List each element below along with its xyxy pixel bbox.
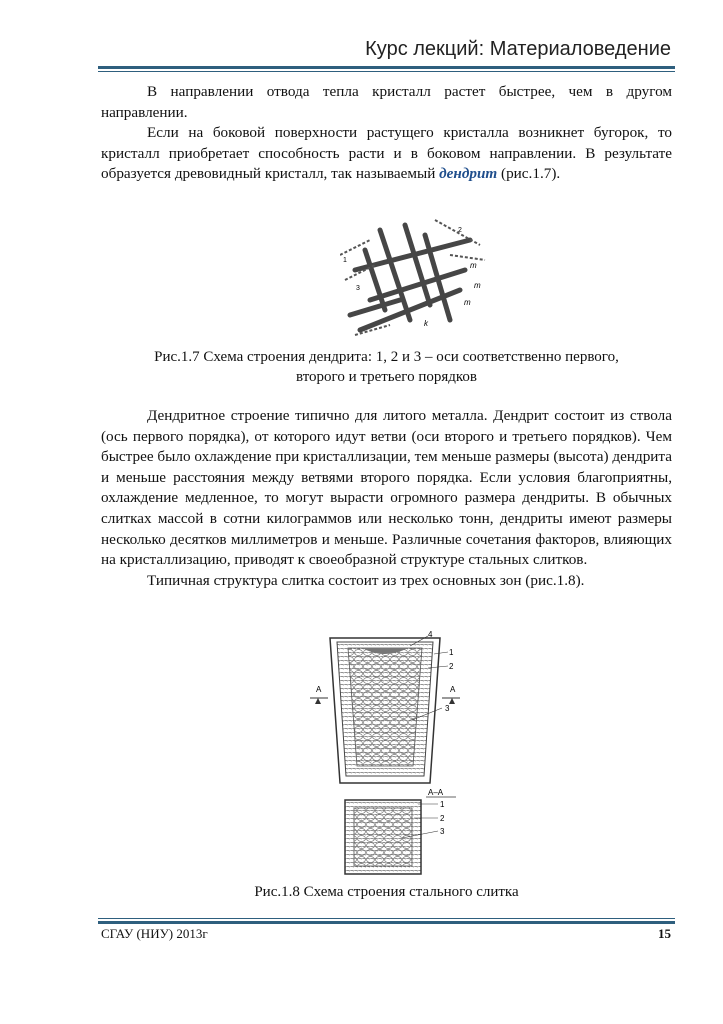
ingot-equiaxed-zone [348,648,422,766]
paragraph-dendrite-text: Если на боковой поверхности растущего кристалла возникнет бугорок, то кристалл приобретает способность расти и в боковом направлении. В результате образуется древовидный кристалл, так называемый [101,124,672,183]
section-arrow-right-label: A [450,685,456,694]
dendrite-label-m1: m [470,261,477,270]
header-rule [98,66,675,69]
paragraph-dendritic-structure: Дендритное строение типично для литого металла. Дендрит состоит из ствола (ось первого порядка), от которого идут ветви (оси второго и третьего порядков). Чем быстрее было охлаждение при кристаллизации, тем меньше размеры (высота) дендрита и меньше расстояния между ветвями второго порядка. Если условия благоприятны, охлаждение медленное, то могут вырасти огромного размера дендриты. В обычных слитках массой в сотни килограммов или несколько тонн, дендриты имеют размеры несколько десятков миллиметров и меньше. Различные сочетания факторов, влияющих на кристаллизацию, приводят к своеобразной структуре стальных слитков. [101,407,672,569]
page-number: 15 [658,926,671,941]
running-header-title: Курс лекций: Материаловедение [365,38,671,60]
paragraph-dendrite-ref: (рис.1.7). [497,165,561,183]
footer-institution: СГАУ (НИУ) 2013г [101,926,208,941]
term-dendrit: дендрит [439,165,498,183]
dendrite-label-2: 2 [458,227,462,234]
dendrite-label-1: 1 [343,257,347,264]
paragraph-ingot-zones: Типичная структура слитка состоит из трех основных зон (рис.1.8). [147,571,585,589]
paragraph-dendrite-intro [101,123,672,185]
footer-rule [98,921,675,924]
ingot-label-2: 2 [449,662,454,671]
figure-1-7-caption [101,347,672,387]
cross-section-label-1: 1 [440,800,445,809]
figure-1-8-caption: Рис.1.8 Схема строения стального слитка [254,884,519,900]
dendrite-label-m2: m [474,281,481,290]
section-arrow-left-label: A [316,685,322,694]
ingot-label-1: 1 [449,648,454,657]
paragraph-heat-direction: В направлении отвода тепла кристалл растет быстрее, чем в другом направлении. [101,83,672,121]
dendrite-label-m3: m [464,298,471,307]
footer-rule-thin [98,918,675,919]
figure-1-7-caption-line2: второго и третьего порядков [295,369,478,385]
text-block-structure [101,406,672,591]
ingot-cross-section [330,786,460,878]
header-rule-thin [98,71,675,72]
section-arrow-right-icon [449,698,455,704]
cross-section-label-3: 3 [440,827,445,836]
cross-section-equiaxed-zone [354,808,412,866]
ingot-longitudinal-section [300,628,470,790]
cross-section-title: A–A [428,788,444,797]
figure-1-7-caption-line1: Рис.1.7 Схема строения дендрита: 1, 2 и 3 – оси соответственно первого, [154,349,619,365]
ingot-label-3: 3 [445,704,450,713]
ingot-label-4: 4 [428,630,433,639]
section-arrow-left-icon [315,698,321,704]
dendrite-label-3: 3 [356,285,360,292]
dendrite-figure [340,210,490,345]
cross-section-label-2: 2 [440,814,445,823]
dendrite-label-k: k [424,319,428,328]
text-block-intro [101,82,672,185]
